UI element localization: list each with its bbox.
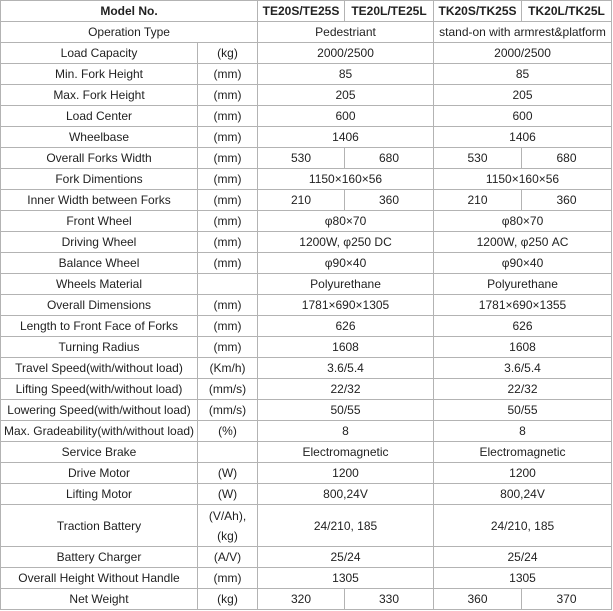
- te-value: 50/55: [258, 400, 434, 421]
- row-label: Length to Front Face of Forks: [1, 316, 198, 337]
- tk-value: φ80×70: [434, 211, 612, 232]
- table-row: [1, 484, 612, 505]
- te-value: 800,24V: [258, 484, 434, 505]
- te-value: 600: [258, 106, 434, 127]
- row-label: Min. Fork Height: [1, 64, 198, 85]
- te-value: 1200: [258, 463, 434, 484]
- tk-value: 85: [434, 64, 612, 85]
- row-label: Max. Gradeability(with/without load): [1, 421, 198, 442]
- te-s-value: 210: [258, 190, 345, 211]
- row-unit: (kg): [198, 589, 258, 610]
- tk-value: 50/55: [434, 400, 612, 421]
- row-unit: (mm): [198, 190, 258, 211]
- te-value: φ80×70: [258, 211, 434, 232]
- tk-value: φ90×40: [434, 253, 612, 274]
- table-row: [1, 589, 612, 610]
- te-l-value: 360: [345, 190, 434, 211]
- tk-value: 1200: [434, 463, 612, 484]
- row-label: Load Capacity: [1, 43, 198, 64]
- row-unit: (mm): [198, 211, 258, 232]
- te-s-value: 530: [258, 148, 345, 169]
- row-unit: (W): [198, 463, 258, 484]
- tk-value: 3.6/5.4: [434, 358, 612, 379]
- row-label: Overall Forks Width: [1, 148, 198, 169]
- row-label: Overall Height Without Handle: [1, 568, 198, 589]
- tk-value: 600: [434, 106, 612, 127]
- tk-l-value: 370: [522, 589, 612, 610]
- table-row: [1, 463, 612, 484]
- tk-value: 800,24V: [434, 484, 612, 505]
- te-value: 24/210, 185: [258, 505, 434, 547]
- table-row: [1, 421, 612, 442]
- te-value: 1406: [258, 127, 434, 148]
- table-row: [1, 358, 612, 379]
- row-label: Balance Wheel: [1, 253, 198, 274]
- row-label: Inner Width between Forks: [1, 190, 198, 211]
- table-row: [1, 505, 612, 547]
- tk-s-value: 530: [434, 148, 522, 169]
- te-value: 205: [258, 85, 434, 106]
- tk-value: 24/210, 185: [434, 505, 612, 547]
- tk-value: 2000/2500: [434, 43, 612, 64]
- table-row: [1, 85, 612, 106]
- te-value: 25/24: [258, 547, 434, 568]
- row-unit: (mm): [198, 64, 258, 85]
- row-label: Operation Type: [1, 22, 258, 43]
- table-row: [1, 547, 612, 568]
- row-label: Fork Dimentions: [1, 169, 198, 190]
- tk-value: Polyurethane: [434, 274, 612, 295]
- row-unit: (mm): [198, 148, 258, 169]
- row-label: Turning Radius: [1, 337, 198, 358]
- tk-value: 205: [434, 85, 612, 106]
- table-row: [1, 379, 612, 400]
- row-unit: (mm/s): [198, 400, 258, 421]
- row-unit: (mm/s): [198, 379, 258, 400]
- tk-value: 1200W, φ250 AC: [434, 232, 612, 253]
- row-unit: [198, 274, 258, 295]
- te-value: 1305: [258, 568, 434, 589]
- row-unit: (mm): [198, 232, 258, 253]
- header-row: [1, 1, 612, 22]
- row-unit: (mm): [198, 106, 258, 127]
- tk-value: 25/24: [434, 547, 612, 568]
- model-te20l-te25l: TE20L/TE25L: [345, 1, 434, 22]
- row-unit: (W): [198, 484, 258, 505]
- row-label: Drive Motor: [1, 463, 198, 484]
- te-value: 22/32: [258, 379, 434, 400]
- row-label: Overall Dimensions: [1, 295, 198, 316]
- row-unit: (A/V): [198, 547, 258, 568]
- tk-value: 1305: [434, 568, 612, 589]
- row-label: Service Brake: [1, 442, 198, 463]
- tk-value: 1781×690×1355: [434, 295, 612, 316]
- te-value: 1200W, φ250 DC: [258, 232, 434, 253]
- row-label: Max. Fork Height: [1, 85, 198, 106]
- row-unit: (mm): [198, 169, 258, 190]
- row-label: Travel Speed(with/without load): [1, 358, 198, 379]
- unit-line: (V/Ah),: [208, 508, 247, 523]
- row-unit: (mm): [198, 316, 258, 337]
- tk-value: 1608: [434, 337, 612, 358]
- table-row: [1, 400, 612, 421]
- model-no-label: Model No.: [1, 1, 258, 22]
- row-label: Load Center: [1, 106, 198, 127]
- model-te20s-te25s: TE20S/TE25S: [258, 1, 345, 22]
- table-row: [1, 442, 612, 463]
- row-label: Battery Charger: [1, 547, 198, 568]
- row-unit: (mm): [198, 568, 258, 589]
- tk-value: 1150×160×56: [434, 169, 612, 190]
- row-unit: (mm): [198, 127, 258, 148]
- table-row: [1, 568, 612, 589]
- te-s-value: 320: [258, 589, 345, 610]
- tk-value: 1406: [434, 127, 612, 148]
- row-unit: (mm): [198, 85, 258, 106]
- tk-value: 8: [434, 421, 612, 442]
- table-row: [1, 64, 612, 85]
- row-label: Lifting Motor: [1, 484, 198, 505]
- te-value: 8: [258, 421, 434, 442]
- row-unit: (mm): [198, 295, 258, 316]
- row-unit: [198, 505, 258, 547]
- te-l-value: 330: [345, 589, 434, 610]
- te-l-value: 680: [345, 148, 434, 169]
- row-unit: (Km/h): [198, 358, 258, 379]
- table-row: [1, 106, 612, 127]
- row-label: Lifting Speed(with/without load): [1, 379, 198, 400]
- table-row: [1, 232, 612, 253]
- row-label: Wheels Material: [1, 274, 198, 295]
- model-tk20l-tk25l: TK20L/TK25L: [522, 1, 612, 22]
- table-row: [1, 337, 612, 358]
- row-label: Driving Wheel: [1, 232, 198, 253]
- table-row: [1, 190, 612, 211]
- row-unit: (mm): [198, 337, 258, 358]
- table-row: [1, 295, 612, 316]
- te-value: Polyurethane: [258, 274, 434, 295]
- tk-l-value: 360: [522, 190, 612, 211]
- te-value: 1150×160×56: [258, 169, 434, 190]
- te-value: 626: [258, 316, 434, 337]
- row-unit: [198, 442, 258, 463]
- table-row: [1, 253, 612, 274]
- tk-value: Electromagnetic: [434, 442, 612, 463]
- te-value: Electromagnetic: [258, 442, 434, 463]
- row-label: Front Wheel: [1, 211, 198, 232]
- unit-line: (kg): [217, 528, 238, 543]
- te-value: 2000/2500: [258, 43, 434, 64]
- tk-s-value: 210: [434, 190, 522, 211]
- row-label: Wheelbase: [1, 127, 198, 148]
- table-row: [1, 22, 612, 43]
- te-value: 1781×690×1305: [258, 295, 434, 316]
- tk-value: stand-on with armrest&platform: [434, 22, 612, 43]
- row-unit: (kg): [198, 43, 258, 64]
- tk-value: 22/32: [434, 379, 612, 400]
- table-row: [1, 148, 612, 169]
- table-row: [1, 169, 612, 190]
- row-label: Traction Battery: [1, 505, 198, 547]
- te-value: 3.6/5.4: [258, 358, 434, 379]
- table-row: [1, 316, 612, 337]
- tk-value: 626: [434, 316, 612, 337]
- row-unit: (mm): [198, 253, 258, 274]
- row-label: Net Weight: [1, 589, 198, 610]
- row-label: Lowering Speed(with/without load): [1, 400, 198, 421]
- table-row: [1, 211, 612, 232]
- tk-l-value: 680: [522, 148, 612, 169]
- model-tk20s-tk25s: TK20S/TK25S: [434, 1, 522, 22]
- table-row: [1, 43, 612, 64]
- table-row: [1, 274, 612, 295]
- table-row: [1, 127, 612, 148]
- row-unit: (%): [198, 421, 258, 442]
- te-value: 85: [258, 64, 434, 85]
- te-value: Pedestriant: [258, 22, 434, 43]
- tk-s-value: 360: [434, 589, 522, 610]
- te-value: 1608: [258, 337, 434, 358]
- te-value: φ90×40: [258, 253, 434, 274]
